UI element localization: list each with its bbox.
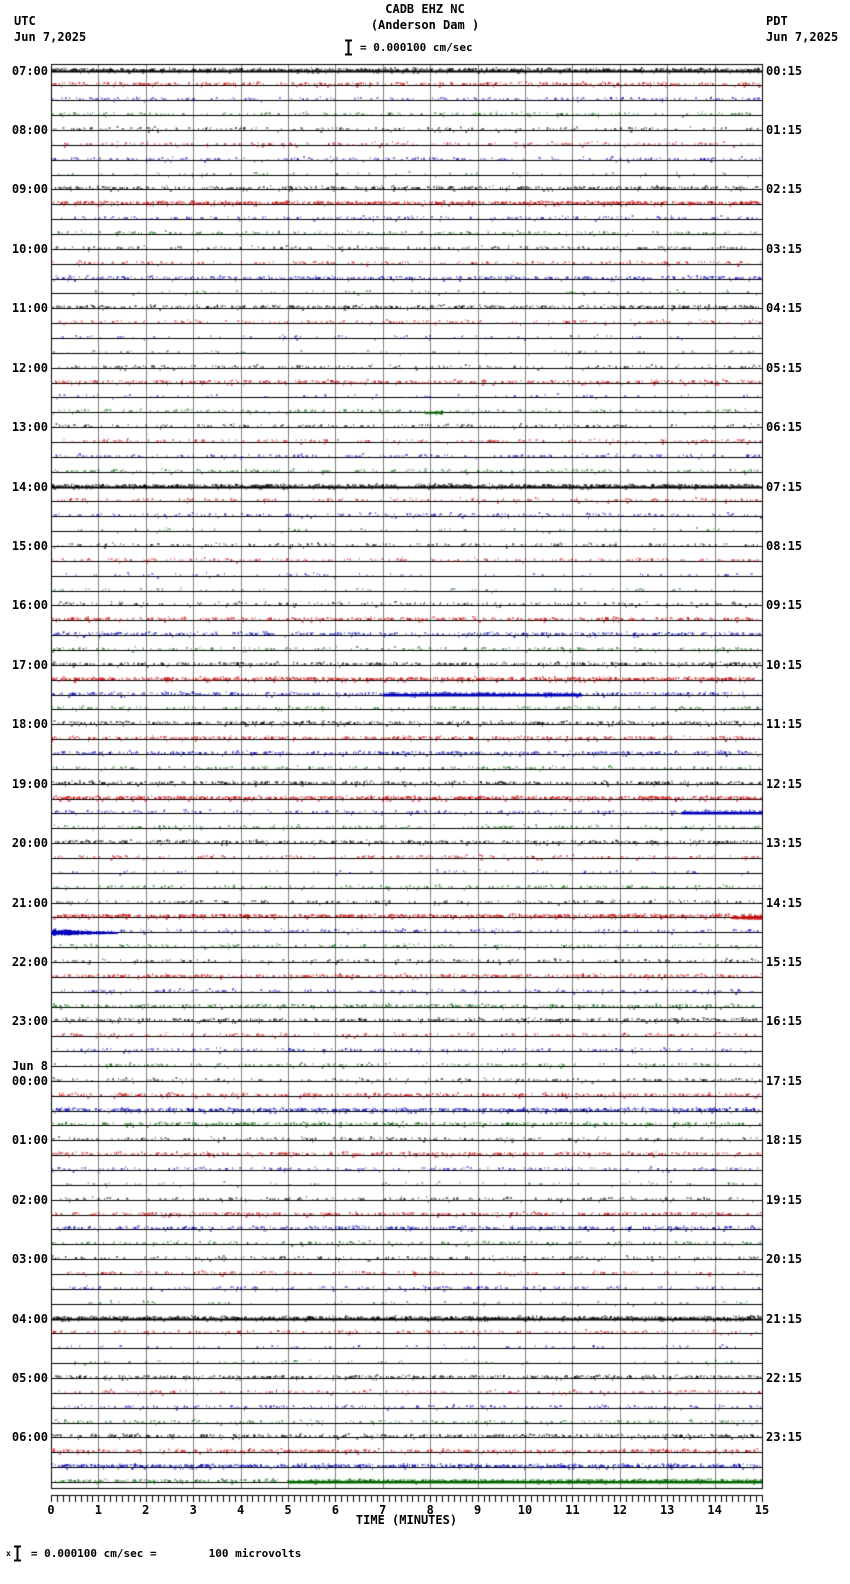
utc-time-label: 17:00 bbox=[11, 657, 48, 672]
x-tick-label: 11 bbox=[565, 1503, 580, 1517]
utc-time-label: 05:00 bbox=[11, 1370, 48, 1385]
pdt-time-label: 05:15 bbox=[766, 360, 803, 375]
footer-scale-bar-icon bbox=[13, 1545, 22, 1562]
pdt-time-label: 00:15 bbox=[766, 63, 803, 78]
pdt-time-label: 02:15 bbox=[766, 182, 803, 197]
timezone-left-label: UTC bbox=[14, 14, 36, 28]
utc-time-label: 04:00 bbox=[11, 1311, 48, 1326]
x-tick-label: 4 bbox=[236, 1503, 245, 1517]
pdt-time-label: 10:15 bbox=[766, 657, 803, 672]
utc-time-label: 09:00 bbox=[11, 182, 48, 197]
utc-time-label: 15:00 bbox=[11, 538, 48, 553]
pdt-time-label: 22:15 bbox=[766, 1370, 803, 1385]
pdt-time-label: 20:15 bbox=[766, 1252, 803, 1267]
utc-time-label: 10:00 bbox=[11, 241, 48, 256]
x-tick-label: 3 bbox=[189, 1503, 197, 1517]
pdt-time-label: 15:15 bbox=[766, 954, 803, 969]
date-left-label: Jun 7,2025 bbox=[14, 30, 87, 44]
x-tick-label: 0 bbox=[47, 1503, 55, 1517]
x-tick-label: 7 bbox=[379, 1503, 387, 1517]
pdt-time-label: 07:15 bbox=[766, 479, 803, 494]
x-tick-label: 10 bbox=[517, 1503, 533, 1517]
x-tick-label: 1 bbox=[94, 1503, 102, 1517]
utc-time-label: 22:00 bbox=[11, 954, 48, 969]
utc-time-label: 20:00 bbox=[11, 836, 48, 851]
x-tick-label: 13 bbox=[659, 1503, 675, 1517]
footer-scale-text: = 0.000100 cm/sec = bbox=[30, 1547, 157, 1560]
utc-time-label: 02:00 bbox=[11, 1192, 48, 1207]
pdt-time-label: 14:15 bbox=[766, 895, 803, 910]
pdt-time-label: 03:15 bbox=[766, 241, 803, 256]
footer-scale-value: 100 microvolts bbox=[208, 1547, 302, 1560]
date-right-label: Jun 7,2025 bbox=[766, 30, 839, 44]
pdt-time-label: 09:15 bbox=[766, 598, 803, 613]
utc-time-label: 12:00 bbox=[11, 360, 48, 375]
x-tick-label: 8 bbox=[426, 1503, 434, 1517]
footer-scale-note bbox=[6, 1545, 301, 1562]
pdt-time-label: 04:15 bbox=[766, 301, 803, 316]
scale-bar-icon bbox=[344, 39, 353, 56]
footer-prefix-mark: x bbox=[6, 1549, 11, 1558]
x-tick-label: 5 bbox=[284, 1503, 292, 1517]
utc-time-label: 14:00 bbox=[11, 479, 48, 494]
x-tick-label: 9 bbox=[473, 1503, 482, 1517]
utc-time-label: 23:00 bbox=[11, 1014, 48, 1029]
station-location: (Anderson Dam ) bbox=[370, 18, 480, 32]
x-tick-label: 14 bbox=[707, 1503, 722, 1517]
utc-time-label: 11:00 bbox=[11, 301, 48, 316]
pdt-time-label: 18:15 bbox=[766, 1133, 803, 1148]
pdt-time-label: 23:15 bbox=[766, 1430, 803, 1445]
x-tick-label: 6 bbox=[331, 1503, 339, 1517]
pdt-time-label: 01:15 bbox=[766, 122, 803, 137]
date-break-label: Jun 8 bbox=[11, 1058, 48, 1073]
pdt-time-label: 21:15 bbox=[766, 1311, 803, 1326]
utc-time-label: 01:00 bbox=[11, 1133, 48, 1148]
utc-time-label: 07:00 bbox=[11, 63, 48, 78]
utc-time-label: 08:00 bbox=[11, 122, 48, 137]
pdt-time-label: 12:15 bbox=[766, 776, 803, 791]
pdt-time-label: 13:15 bbox=[766, 836, 803, 851]
pdt-time-label: 16:15 bbox=[766, 1014, 803, 1029]
x-tick-label: 12 bbox=[612, 1503, 628, 1517]
scale-text: = 0.000100 cm/sec bbox=[360, 41, 473, 54]
utc-time-label: 13:00 bbox=[11, 420, 48, 435]
pdt-time-label: 11:15 bbox=[766, 717, 803, 732]
x-tick-label: 15 bbox=[754, 1503, 770, 1517]
pdt-time-label: 19:15 bbox=[766, 1192, 803, 1207]
pdt-time-label: 17:15 bbox=[766, 1073, 803, 1088]
timezone-right-label: PDT bbox=[766, 14, 788, 28]
amplitude-scale bbox=[344, 39, 473, 56]
utc-time-label: 00:00 bbox=[11, 1073, 48, 1088]
utc-time-label: 16:00 bbox=[11, 598, 48, 613]
utc-time-label: 03:00 bbox=[11, 1252, 48, 1267]
x-tick-label: 2 bbox=[142, 1503, 150, 1517]
station-title: CADB EHZ NC bbox=[385, 2, 465, 16]
utc-time-label: 21:00 bbox=[11, 895, 48, 910]
x-axis-title: TIME (MINUTES) bbox=[355, 1513, 458, 1527]
pdt-time-label: 06:15 bbox=[766, 420, 803, 435]
utc-time-label: 19:00 bbox=[11, 776, 48, 791]
pdt-time-label: 08:15 bbox=[766, 538, 803, 553]
utc-time-label: 18:00 bbox=[11, 717, 48, 732]
utc-time-label: 06:00 bbox=[11, 1430, 48, 1445]
